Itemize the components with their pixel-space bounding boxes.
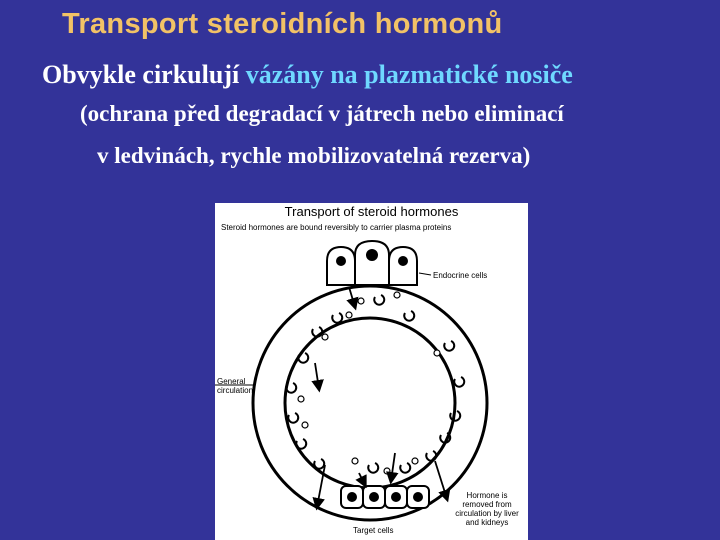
circulation-diagram bbox=[215, 203, 528, 540]
figure-subtitle: Steroid hormones are bound reversibly to carrier plasma proteins bbox=[221, 223, 452, 232]
label-general-line-1: General bbox=[217, 377, 246, 386]
label-hormone-removed bbox=[446, 491, 528, 527]
vessel-inner-wall bbox=[285, 318, 455, 488]
label-target-cells: Target cells bbox=[353, 526, 394, 535]
steroid-transport-figure bbox=[215, 203, 528, 540]
vessel-outer-wall bbox=[253, 286, 487, 520]
carrier-proteins bbox=[286, 295, 464, 473]
label-endocrine-cells: Endocrine cells bbox=[433, 271, 488, 280]
endocrine-cells bbox=[327, 241, 417, 285]
subtitle-highlight: vázány na plazmatické nosiče bbox=[245, 60, 573, 89]
explanation-line-2: v ledvinách, rychle mobilizovatelná rezerva) bbox=[97, 143, 531, 168]
label-general-circulation bbox=[217, 377, 253, 395]
target-cells bbox=[341, 486, 429, 508]
subtitle-line bbox=[42, 60, 573, 90]
label-general-line-2: circulation bbox=[217, 386, 254, 395]
label-removed-line-2: removed from bbox=[462, 500, 512, 509]
label-removed-line-3: circulation by liver bbox=[455, 509, 519, 518]
subtitle-prefix: Obvykle cirkulují bbox=[42, 60, 246, 89]
figure-title: Transport of steroid hormones bbox=[284, 204, 459, 219]
slide-title: Transport steroidních hormonů bbox=[62, 8, 503, 40]
explanation-line-1: (ochrana před degradací v játrech nebo eliminací bbox=[80, 101, 564, 126]
label-removed-line-4: and kidneys bbox=[465, 518, 509, 527]
label-removed-line-1: Hormone is bbox=[466, 491, 508, 500]
